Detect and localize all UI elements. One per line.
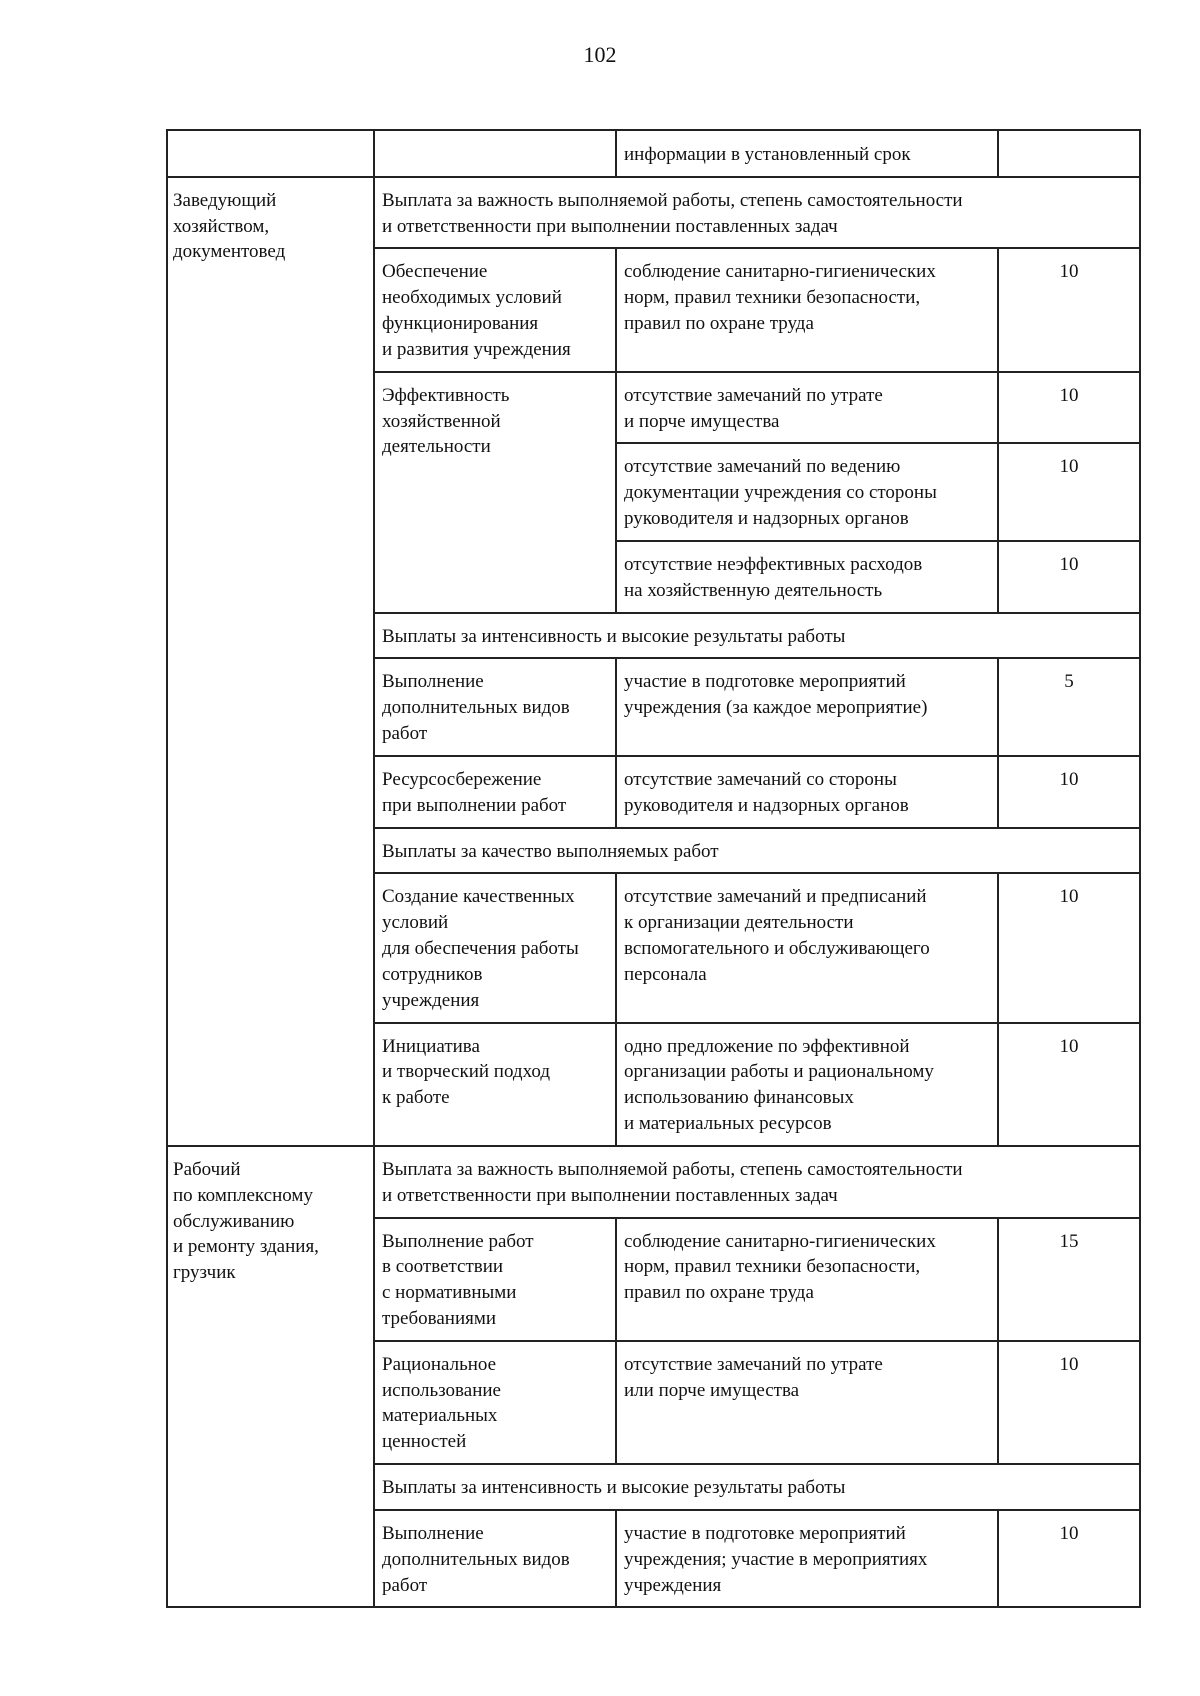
points-cell: 10 xyxy=(998,1510,1140,1607)
criterion-cell: Эффективность хозяйственной деятельности xyxy=(374,372,616,613)
indicator-cell: отсутствие замечаний и предписаний к организации деятельности вспомогательного и обслуживающего персонала xyxy=(616,873,998,1022)
indicator-cell: соблюдение санитарно-гигиенических норм, правил техники безопасности, правил по охране труда xyxy=(616,1218,998,1341)
position-cell-empty xyxy=(167,130,374,177)
section-heading-row xyxy=(167,177,1140,249)
criterion-cell: Обеспечение необходимых условий функционирования и развития учреждения xyxy=(374,248,616,371)
points-cell: 10 xyxy=(998,756,1140,828)
points-cell-empty xyxy=(998,130,1140,177)
criterion-cell-empty xyxy=(374,130,616,177)
criterion-cell: Рациональное использование материальных ценностей xyxy=(374,1341,616,1464)
indicator-cell: отсутствие замечаний по ведению документации учреждения со стороны руководителя и надзорных органов xyxy=(616,443,998,540)
points-cell: 10 xyxy=(998,248,1140,371)
criterion-cell: Создание качественных условий для обеспечения работы сотрудников учреждения xyxy=(374,873,616,1022)
section-heading: Выплаты за интенсивность и высокие результаты работы xyxy=(374,613,1140,659)
points-cell: 10 xyxy=(998,1341,1140,1464)
table-row xyxy=(167,130,1140,177)
indicator-cell: отсутствие замечаний по утрате и порче имущества xyxy=(616,372,998,444)
indicator-cell: отсутствие замечаний со стороны руководителя и надзорных органов xyxy=(616,756,998,828)
page-number: 102 xyxy=(583,42,617,67)
indicator-cell: участие в подготовке мероприятий учреждения (за каждое мероприятие) xyxy=(616,658,998,755)
section-heading: Выплаты за качество выполняемых работ xyxy=(374,828,1140,874)
indicator-cell: одно предложение по эффективной организации работы и рациональному использованию финансовых и материальных ресурсов xyxy=(616,1023,998,1146)
points-cell: 10 xyxy=(998,873,1140,1022)
indicator-cell: отсутствие замечаний по утрате или порче имущества xyxy=(616,1341,998,1464)
section-heading: Выплата за важность выполняемой работы, степень самостоятельности и ответственности при выполнении поставленных задач xyxy=(374,1146,1140,1218)
points-cell: 10 xyxy=(998,541,1140,613)
criterion-cell: Выполнение дополнительных видов работ xyxy=(374,658,616,755)
points-cell: 10 xyxy=(998,372,1140,444)
position-cell: Рабочий по комплексному обслуживанию и ремонту здания, грузчик xyxy=(167,1146,374,1608)
section-heading: Выплата за важность выполняемой работы, степень самостоятельности и ответственности при выполнении поставленных задач xyxy=(374,177,1140,249)
indicator-cell: отсутствие неэффективных расходов на хозяйственную деятельность xyxy=(616,541,998,613)
section-heading: Выплаты за интенсивность и высокие результаты работы xyxy=(374,1464,1140,1510)
indicator-cell: участие в подготовке мероприятий учреждения; участие в мероприятиях учреждения xyxy=(616,1510,998,1607)
points-cell: 10 xyxy=(998,1023,1140,1146)
section-heading-row xyxy=(167,1146,1140,1218)
points-cell: 15 xyxy=(998,1218,1140,1341)
criterion-cell: Инициатива и творческий подход к работе xyxy=(374,1023,616,1146)
indicator-cell: информации в установленный срок xyxy=(616,130,998,177)
criterion-cell: Ресурсосбережение при выполнении работ xyxy=(374,756,616,828)
criterion-cell: Выполнение работ в соответствии с нормативными требованиями xyxy=(374,1218,616,1341)
criterion-cell: Выполнение дополнительных видов работ xyxy=(374,1510,616,1607)
position-cell: Заведующий хозяйством, документовед xyxy=(167,177,374,1146)
points-cell: 5 xyxy=(998,658,1140,755)
criteria-table xyxy=(166,129,1141,1608)
indicator-cell: соблюдение санитарно-гигиенических норм, правил техники безопасности, правил по охране труда xyxy=(616,248,998,371)
points-cell: 10 xyxy=(998,443,1140,540)
